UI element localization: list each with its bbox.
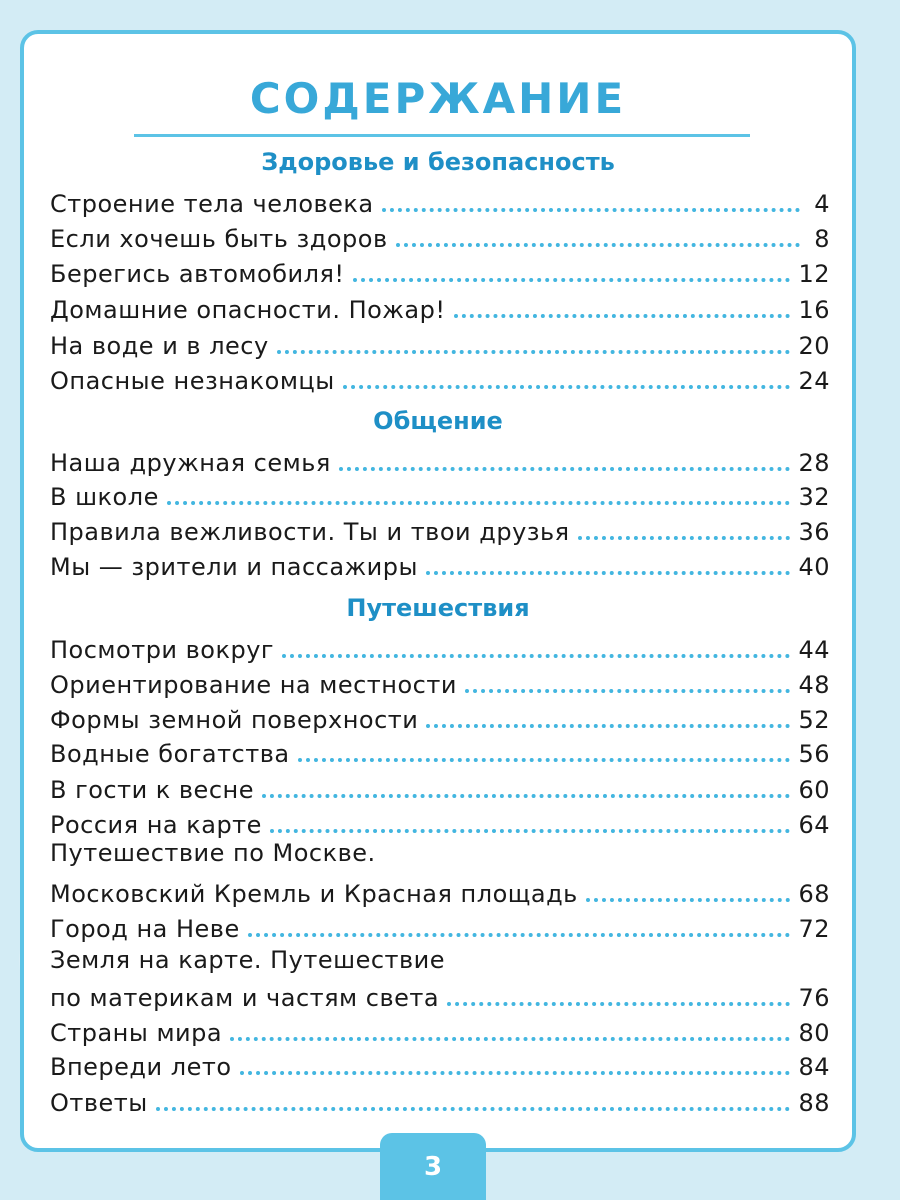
section-heading-communication: Общение bbox=[373, 407, 503, 435]
toc-entry bbox=[50, 1013, 830, 1047]
toc-entry-page: 48 bbox=[798, 671, 830, 699]
toc-entry-label: Путешествие по Москве. bbox=[50, 839, 376, 867]
toc-entry-label: Земля на карте. Путешествие bbox=[50, 946, 446, 974]
toc-entry bbox=[50, 874, 830, 908]
dot-leader bbox=[343, 385, 791, 389]
toc-entry-label: Опасные незнакомцы bbox=[50, 367, 335, 395]
toc-entry-page: 24 bbox=[798, 367, 830, 395]
dot-leader bbox=[282, 654, 790, 658]
toc-entry-page: 88 bbox=[798, 1089, 830, 1117]
toc-entry bbox=[50, 1083, 830, 1117]
toc-entry-page: 60 bbox=[798, 776, 830, 804]
dot-leader bbox=[426, 571, 791, 575]
dot-leader bbox=[586, 898, 791, 902]
toc-entry bbox=[50, 630, 830, 664]
toc-entry-page: 76 bbox=[798, 984, 830, 1012]
toc-entry-page: 12 bbox=[798, 260, 830, 288]
dot-leader bbox=[167, 501, 791, 505]
toc-entry-page: 52 bbox=[798, 706, 830, 734]
dot-leader bbox=[270, 829, 791, 833]
toc-entry-page: 80 bbox=[798, 1019, 830, 1047]
toc-entry bbox=[50, 254, 830, 288]
dot-leader bbox=[454, 314, 791, 318]
toc-entry bbox=[50, 477, 830, 511]
toc-entry-page: 40 bbox=[798, 553, 830, 581]
toc-entry-label: В школе bbox=[50, 483, 159, 511]
toc-entry-label: Водные богатства bbox=[50, 740, 290, 768]
toc-entry-label: Правила вежливости. Ты и твои друзья bbox=[50, 518, 570, 546]
toc-entry-page: 64 bbox=[798, 811, 830, 839]
toc-entry-page: 68 bbox=[798, 880, 830, 908]
dot-leader bbox=[447, 1002, 790, 1006]
toc-entry-page: 44 bbox=[798, 636, 830, 664]
toc-entry bbox=[50, 978, 830, 1012]
toc-entry-page: 36 bbox=[798, 518, 830, 546]
toc-entry-page: 4 bbox=[814, 190, 830, 218]
toc-entry-page: 32 bbox=[798, 483, 830, 511]
section-heading-health: Здоровье и безопасность bbox=[261, 148, 615, 176]
toc-entry bbox=[50, 547, 830, 581]
dot-leader bbox=[426, 724, 790, 728]
dot-leader bbox=[396, 243, 800, 247]
dot-leader bbox=[353, 278, 791, 282]
toc-entry-label: Город на Неве bbox=[50, 915, 240, 943]
dot-leader bbox=[465, 689, 791, 693]
toc-entry bbox=[50, 1047, 830, 1081]
toc-entry-label: Мы — зрители и пассажиры bbox=[50, 553, 418, 581]
toc-entry bbox=[50, 361, 830, 395]
toc-entry bbox=[50, 219, 830, 253]
toc-entry-label: Ориентирование на местности bbox=[50, 671, 457, 699]
dot-leader bbox=[230, 1037, 790, 1041]
dot-leader bbox=[578, 536, 791, 540]
toc-entry bbox=[50, 665, 830, 699]
toc-entry-page: 28 bbox=[798, 449, 830, 477]
toc-entry-label: Если хочешь быть здоров bbox=[50, 225, 388, 253]
toc-entry-label: На воде и в лесу bbox=[50, 332, 269, 360]
dot-leader bbox=[240, 1071, 791, 1075]
toc-entry-label: Строение тела человека bbox=[50, 190, 374, 218]
title-underline bbox=[134, 134, 750, 137]
dot-leader bbox=[156, 1107, 791, 1111]
toc-entry bbox=[50, 734, 830, 768]
toc-entry-page: 84 bbox=[798, 1053, 830, 1081]
toc-entry-page: 72 bbox=[798, 915, 830, 943]
toc-entry-label: Страны мира bbox=[50, 1019, 223, 1047]
toc-entry bbox=[50, 512, 830, 546]
toc-entry bbox=[50, 805, 830, 839]
toc-entry bbox=[50, 700, 830, 734]
dot-leader bbox=[382, 208, 800, 212]
toc-entry-label: Московский Кремль и Красная площадь bbox=[50, 880, 578, 908]
dot-leader bbox=[339, 467, 791, 471]
contents-frame bbox=[20, 30, 856, 1152]
page-title: СОДЕРЖАНИЕ bbox=[249, 74, 627, 123]
toc-entry bbox=[50, 290, 830, 324]
toc-entry-label: Ответы bbox=[50, 1089, 148, 1117]
section-heading-travel: Путешествия bbox=[346, 594, 530, 622]
toc-entry-label: Впереди лето bbox=[50, 1053, 232, 1081]
toc-entry-page: 8 bbox=[814, 225, 830, 253]
dot-leader bbox=[298, 758, 791, 762]
dot-leader bbox=[262, 794, 790, 798]
toc-entry-label: Формы земной поверхности bbox=[50, 706, 419, 734]
toc-entry-page: 16 bbox=[798, 296, 830, 324]
page-number-tab bbox=[380, 1133, 486, 1200]
toc-entry-label: Россия на карте bbox=[50, 811, 262, 839]
toc-entry-page: 56 bbox=[798, 740, 830, 768]
toc-entry-label: Берегись автомобиля! bbox=[50, 260, 345, 288]
toc-entry bbox=[50, 443, 830, 477]
dot-leader bbox=[277, 350, 791, 354]
toc-entry-label: Посмотри вокруг bbox=[50, 636, 275, 664]
toc-entry bbox=[50, 770, 830, 804]
page-number: 3 bbox=[423, 1151, 443, 1182]
dot-leader bbox=[248, 933, 791, 937]
toc-entry-label: Домашние опасности. Пожар! bbox=[50, 296, 446, 324]
toc-entry-label: по материкам и частям света bbox=[50, 984, 440, 1012]
toc-entry bbox=[50, 326, 830, 360]
toc-entry-label: В гости к весне bbox=[50, 776, 254, 804]
toc-entry bbox=[50, 184, 830, 218]
toc-entry bbox=[50, 909, 830, 943]
toc-entry-label: Наша дружная семья bbox=[50, 449, 331, 477]
toc-entry-page: 20 bbox=[798, 332, 830, 360]
